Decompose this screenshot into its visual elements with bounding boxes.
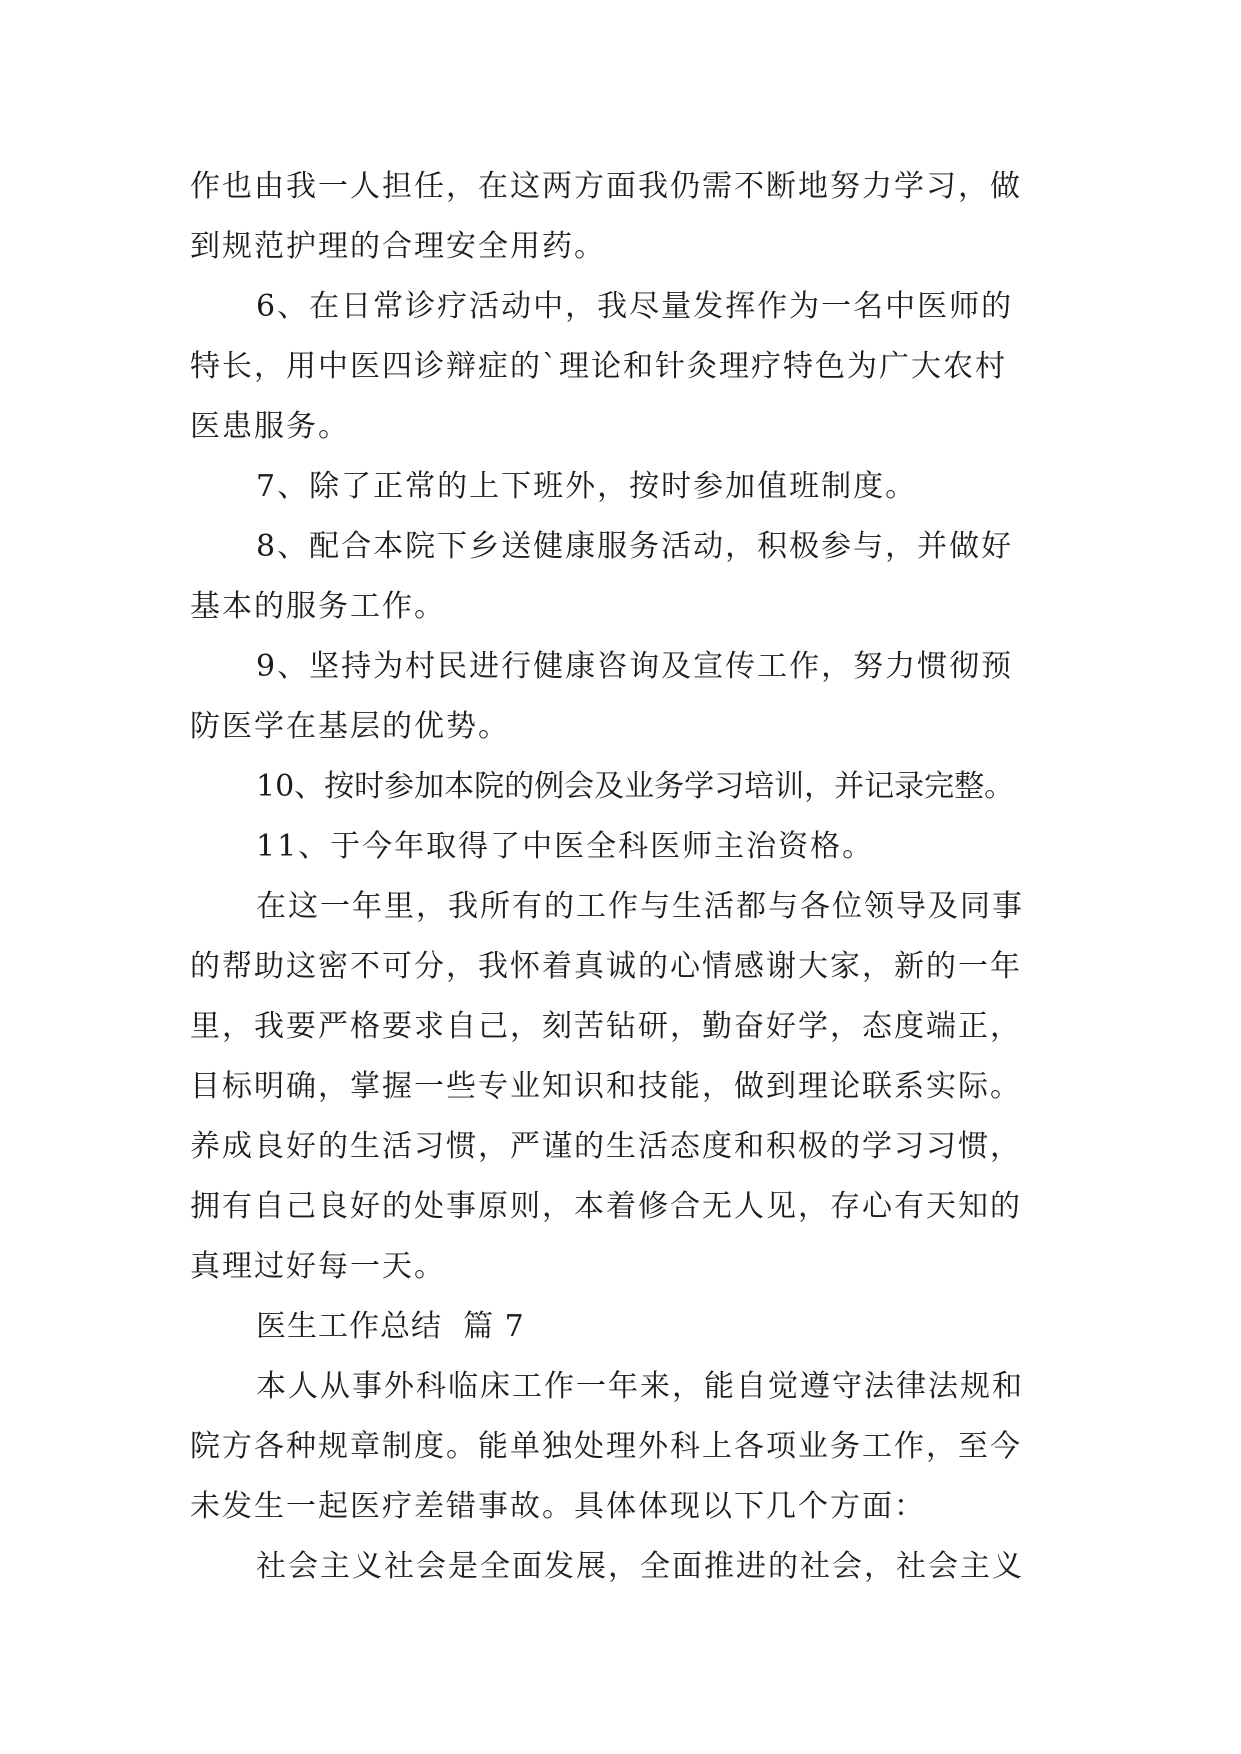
text-line: 目标明确，掌握一些专业知识和技能，做到理论联系实际。 — [190, 1069, 1022, 1104]
text-line: 作也由我一人担任，在这两方面我仍需不断地努力学习，做 — [190, 169, 1022, 204]
text-line: 社会主义社会是全面发展，全面推进的社会，社会主义 — [256, 1549, 1024, 1584]
document-body — [190, 157, 1060, 1597]
paragraph-s7-socialism — [190, 1537, 1060, 1597]
paragraph-item-10 — [190, 757, 1060, 817]
text-line: 在这一年里，我所有的工作与生活都与各位领导及同事 — [256, 889, 1024, 924]
paragraph-continuation — [190, 157, 1060, 277]
text-line: 真理过好每一天。 — [190, 1249, 446, 1284]
paragraph-item-11 — [190, 817, 1060, 877]
text-line: 本人从事外科临床工作一年来，能自觉遵守法律法规和 — [256, 1369, 1024, 1404]
text-line: 里，我要严格要求自己，刻苦钻研，勤奋好学，态度端正， — [190, 1009, 1022, 1044]
text-line: 11、于今年取得了中医全科医师主治资格。 — [256, 829, 875, 864]
text-line: 7、除了正常的上下班外，按时参加值班制度。 — [256, 469, 918, 504]
text-line: 基本的服务工作。 — [190, 589, 446, 624]
paragraph-s7-intro — [190, 1357, 1060, 1537]
text-line: 防医学在基层的优势。 — [190, 709, 510, 744]
section-heading-text: 医生工作总结 篇 7 — [256, 1309, 525, 1344]
text-line: 医患服务。 — [190, 409, 350, 444]
text-line: 8、配合本院下乡送健康服务活动，积极参与，并做好 — [256, 529, 1014, 564]
paragraph-item-9 — [190, 637, 1060, 757]
text-line: 9、坚持为村民进行健康咨询及宣传工作，努力惯彻预 — [256, 649, 1014, 684]
paragraph-item-8 — [190, 517, 1060, 637]
paragraph-closing — [190, 877, 1060, 1297]
text-line: 院方各种规章制度。能单独处理外科上各项业务工作，至今 — [190, 1429, 1022, 1464]
text-line: 6、在日常诊疗活动中，我尽量发挥作为一名中医师的 — [256, 289, 1014, 324]
text-line: 拥有自己良好的处事原则，本着修合无人见，存心有天知的 — [190, 1189, 1022, 1224]
section-heading — [190, 1297, 1060, 1357]
text-line: 到规范护理的合理安全用药。 — [190, 229, 606, 264]
text-line: 10、按时参加本院的例会及业务学习培训，并记录完整。 — [256, 769, 1015, 804]
text-line: 未发生一起医疗差错事故。具体体现以下几个方面： — [190, 1489, 926, 1524]
paragraph-item-7 — [190, 457, 1060, 517]
paragraph-item-6 — [190, 277, 1060, 457]
text-line: 养成良好的生活习惯，严谨的生活态度和积极的学习习惯， — [190, 1129, 1022, 1164]
text-line: 特长，用中医四诊辩症的`理论和针灸理疗特色为广大农村 — [190, 349, 1007, 384]
text-line: 的帮助这密不可分，我怀着真诚的心情感谢大家，新的一年 — [190, 949, 1022, 984]
